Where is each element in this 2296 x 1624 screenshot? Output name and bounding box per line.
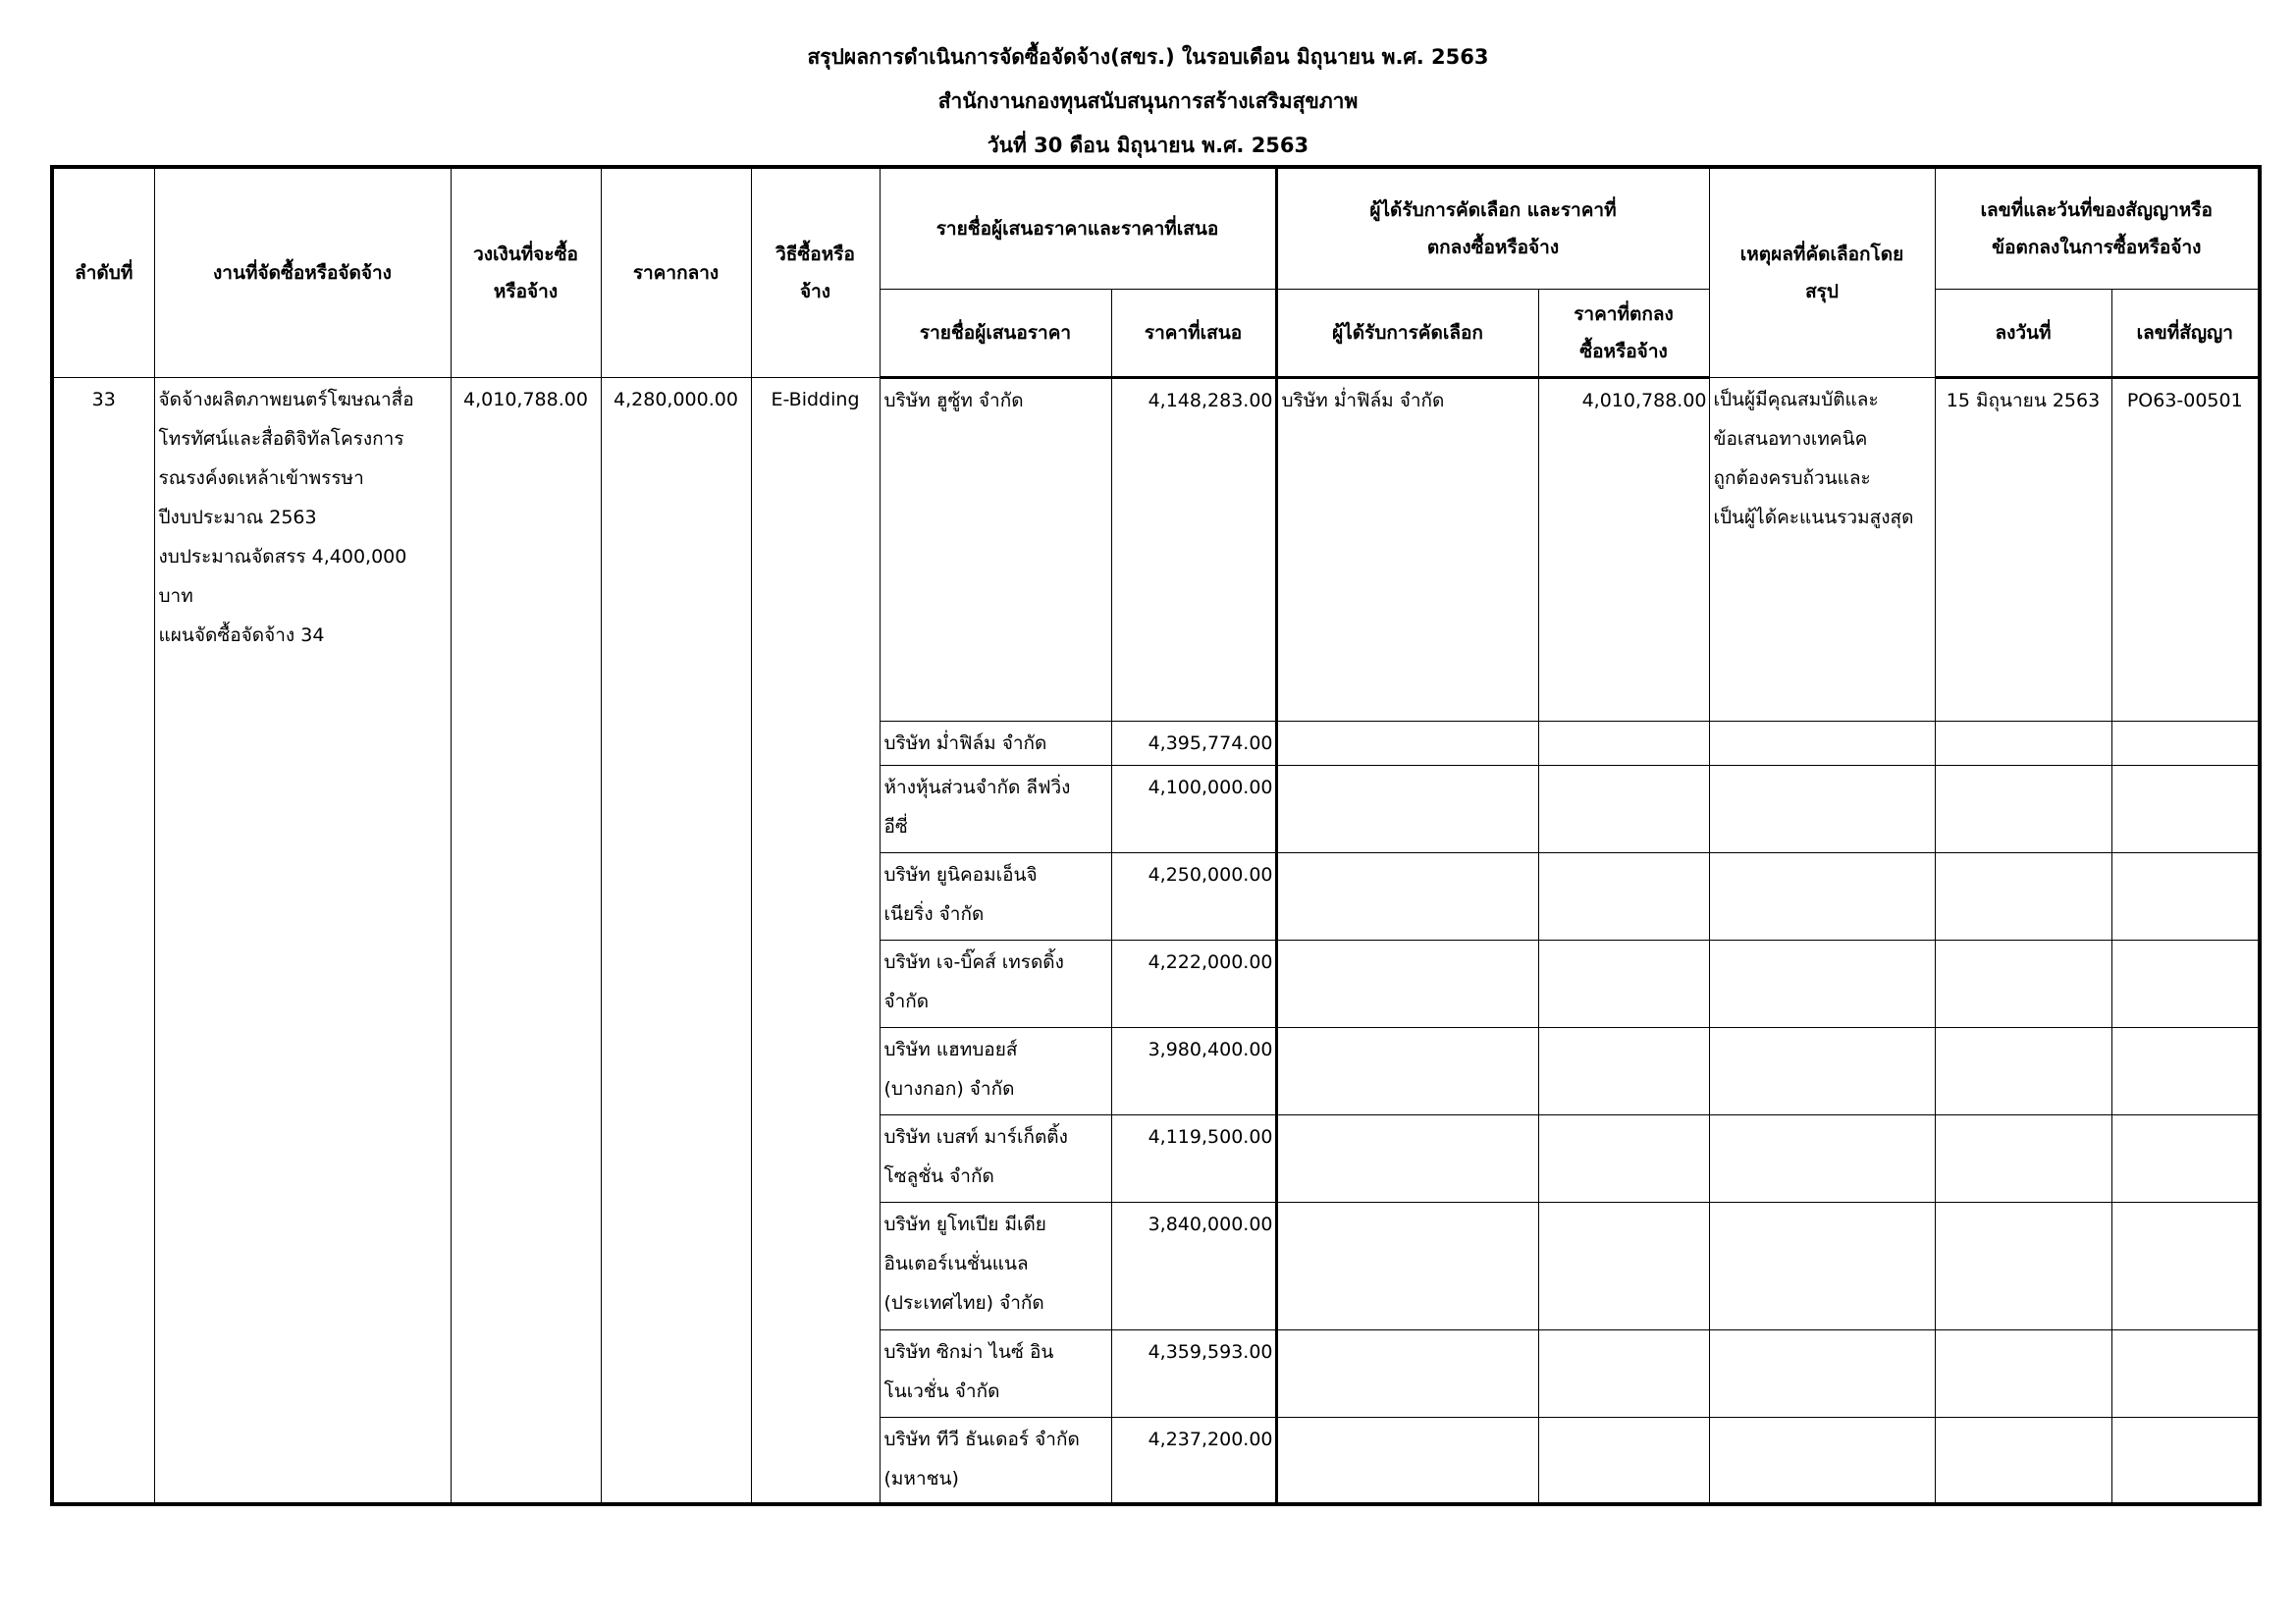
bidder-name: ห้างหุ้นส่วนจำกัด ลีฟวิ่ง อีซี่ (880, 765, 1111, 852)
header-method: วิธีซื้อหรือจ้าง (751, 167, 880, 377)
record-seq: 33 (52, 377, 154, 1504)
bidder-name: บริษัท ยูนิคอมเอ็นจิ เนียริ่ง จำกัด (880, 852, 1111, 940)
empty-cell (2111, 721, 2260, 765)
empty-cell (1276, 721, 1538, 765)
bidder-name: บริษัท ฮูซู้ท จำกัด (880, 377, 1111, 721)
bidder-price: 4,222,000.00 (1111, 940, 1276, 1027)
bidder-price: 3,840,000.00 (1111, 1202, 1276, 1329)
empty-cell (1538, 721, 1709, 765)
empty-cell (1709, 1329, 1935, 1417)
empty-cell (1935, 1202, 2111, 1329)
title-line-3: วันที่ 30 ดือน มิถุนายน พ.ศ. 2563 (987, 134, 1309, 157)
bidder-name: บริษัท แฮทบอยส์ (บางกอก) จำกัด (880, 1027, 1111, 1114)
empty-cell (1935, 940, 2111, 1027)
contract-date: 15 มิถุนายน 2563 (1935, 377, 2111, 721)
bidder-price: 4,395,774.00 (1111, 721, 1276, 765)
empty-cell (1538, 1114, 1709, 1202)
empty-cell (2111, 1114, 2260, 1202)
empty-cell (1709, 765, 1935, 852)
empty-cell (1935, 852, 2111, 940)
record-median: 4,280,000.00 (601, 377, 751, 1504)
bidder-name: บริษัท เบสท์ มาร์เก็ตติ้ง โซลูชั่น จำกัด (880, 1114, 1111, 1202)
record-method: E-Bidding (751, 377, 880, 1504)
bidder-price: 4,250,000.00 (1111, 852, 1276, 940)
bidder-price: 4,148,283.00 (1111, 377, 1276, 721)
agreed-price: 4,010,788.00 (1538, 377, 1709, 721)
empty-cell (1709, 1417, 1935, 1504)
bidder-name: บริษัท ม่ำฟิล์ม จำกัด (880, 721, 1111, 765)
header-agreed-price: ราคาที่ตกลงซื้อหรือจ้าง (1538, 289, 1709, 377)
empty-cell (1538, 1417, 1709, 1504)
empty-cell (1935, 1417, 2111, 1504)
selected-name: บริษัท ม่ำฟิล์ม จำกัด (1276, 377, 1538, 721)
header-bid-price: ราคาที่เสนอ (1111, 289, 1276, 377)
empty-cell (1538, 1202, 1709, 1329)
header-work: งานที่จัดซื้อหรือจัดจ้าง (154, 167, 451, 377)
empty-cell (1935, 1027, 2111, 1114)
record-budget: 4,010,788.00 (451, 377, 601, 1504)
bidder-price: 4,119,500.00 (1111, 1114, 1276, 1202)
header-selected-name: ผู้ได้รับการคัดเลือก (1276, 289, 1538, 377)
empty-cell (1538, 852, 1709, 940)
empty-cell (2111, 852, 2260, 940)
empty-cell (1935, 1114, 2111, 1202)
bidder-name: บริษัท ยูโทเปีย มีเดีย อินเตอร์เนชั่นแนล (ประเทศไทย) จำกัด (880, 1202, 1111, 1329)
header-reason: เหตุผลที่คัดเลือกโดยสรุป (1709, 167, 1935, 377)
empty-cell (1935, 1329, 2111, 1417)
bidder-price: 4,100,000.00 (1111, 765, 1276, 852)
empty-cell (1709, 1114, 1935, 1202)
header-contract-date: ลงวันที่ (1935, 289, 2111, 377)
empty-cell (1709, 721, 1935, 765)
empty-cell (1276, 1202, 1538, 1329)
empty-cell (1276, 1417, 1538, 1504)
empty-cell (1709, 940, 1935, 1027)
selection-reason: เป็นผู้มีคุณสมบัติและ ข้อเสนอทางเทคนิค ถูกต้องครบถ้วนและ เป็นผู้ได้คะแนนรวมสูงสุด (1709, 377, 1935, 721)
header-selected-group: ผู้ได้รับการคัดเลือก และราคาที่ตกลงซื้อหรือจ้าง (1276, 167, 1709, 289)
header-budget: วงเงินที่จะซื้อหรือจ้าง (451, 167, 601, 377)
empty-cell (2111, 1329, 2260, 1417)
empty-cell (1276, 1329, 1538, 1417)
empty-cell (1276, 852, 1538, 940)
record-work: จัดจ้างผลิตภาพยนตร์โฆษณาสื่อ โทรทัศน์และสื่อดิจิทัลโครงการ รณรงค์งดเหล้าเข้าพรรษา ปีงบประมาณ 2563 งบประมาณจัดสรร 4,400,000 บาท แผนจัดซื้อจัดจ้าง 34 (154, 377, 451, 1504)
empty-cell (1276, 1027, 1538, 1114)
header-bidder-name: รายชื่อผู้เสนอราคา (880, 289, 1111, 377)
table-row (52, 377, 2260, 721)
contract-no: PO63-00501 (2111, 377, 2260, 721)
bidder-price: 4,359,593.00 (1111, 1329, 1276, 1417)
empty-cell (1538, 765, 1709, 852)
title-line-2: สำนักงานกองทุนสนับสนุนการสร้างเสริมสุขภาพ (937, 89, 1359, 113)
procurement-table (50, 165, 2262, 1506)
empty-cell (1538, 1027, 1709, 1114)
bidder-price: 4,237,200.00 (1111, 1417, 1276, 1504)
empty-cell (1709, 1202, 1935, 1329)
empty-cell (1538, 1329, 1709, 1417)
empty-cell (1538, 940, 1709, 1027)
title-line-1: สรุปผลการดำเนินการจัดซื้อจัดจ้าง(สขร.) ในรอบเดือน มิถุนายน พ.ศ. 2563 (807, 45, 1489, 69)
header-median: ราคากลาง (601, 167, 751, 377)
empty-cell (2111, 765, 2260, 852)
header-bidders-group: รายชื่อผู้เสนอราคาและราคาที่เสนอ (880, 167, 1276, 289)
empty-cell (2111, 1202, 2260, 1329)
empty-cell (1709, 852, 1935, 940)
empty-cell (2111, 1417, 2260, 1504)
document-titles (0, 35, 2296, 168)
header-contract-no: เลขที่สัญญา (2111, 289, 2260, 377)
header-seq: ลำดับที่ (52, 167, 154, 377)
header-contract-group: เลขที่และวันที่ของสัญญาหรือข้อตกลงในการซื้อหรือจ้าง (1935, 167, 2260, 289)
empty-cell (1935, 721, 2111, 765)
bidder-name: บริษัท ซิกม่า ไนซ์ อิน โนเวชั่น จำกัด (880, 1329, 1111, 1417)
table-body (52, 377, 2260, 1504)
bidder-name: บริษัท ทีวี ธันเดอร์ จำกัด (มหาชน) (880, 1417, 1111, 1504)
bidder-name: บริษัท เจ-บิ๊คส์ เทรดดิ้ง จำกัด (880, 940, 1111, 1027)
empty-cell (1709, 1027, 1935, 1114)
empty-cell (1935, 765, 2111, 852)
empty-cell (2111, 1027, 2260, 1114)
empty-cell (1276, 1114, 1538, 1202)
empty-cell (1276, 765, 1538, 852)
bidder-price: 3,980,400.00 (1111, 1027, 1276, 1114)
empty-cell (1276, 940, 1538, 1027)
empty-cell (2111, 940, 2260, 1027)
